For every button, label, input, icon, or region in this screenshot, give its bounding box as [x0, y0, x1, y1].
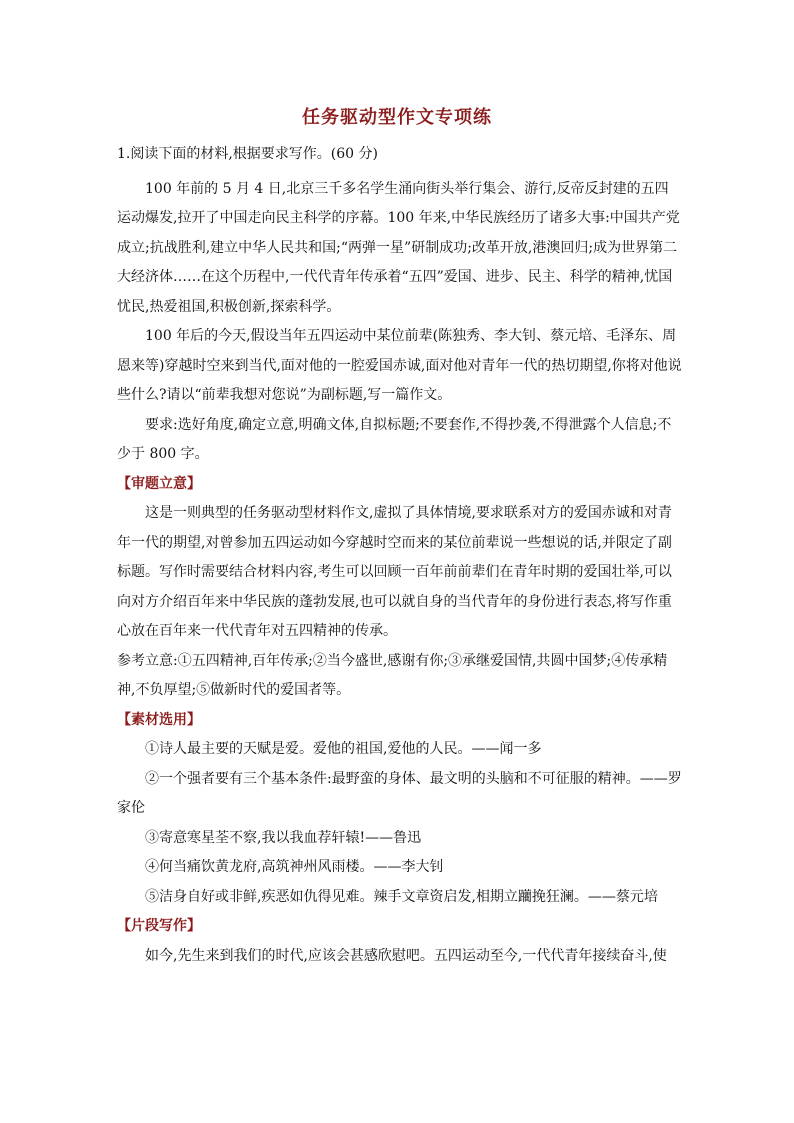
- fragment-heading: 【片段写作】: [117, 918, 201, 934]
- document-body: [117, 140, 682, 971]
- material-paragraph-2: 100 年后的今天,假设当年五四运动中某位前辈(陈独秀、李大钊、蔡元培、毛泽东、周恩来等)穿越时空来到当代,面对他的一腔爱国赤诚,面对他对青年一代的热切期望,你将对他说些什么?请以“前辈我想对您说”为副标题,写一篇作文。: [117, 328, 682, 403]
- analysis-text: 这是一则典型的任务驱动型材料作文,虚拟了具体情境,要求联系对方的爱国赤诚和对青年一代的期望,对曾参加五四运动如今穿越时空而来的某位前辈说一些想说的话,并限定了副标题。写作时需要结合材料内容,考生可以回顾一百年前前辈们在青年时期的爱国壮举,可以向对方介绍百年来中华民族的蓬勃发展,也可以就自身的当代青年的身份进行表态,将写作重心放在百年来一代代青年对五四精神的传承。: [117, 505, 672, 639]
- material-paragraph-1: 100 年前的 5 月 4 日,北京三千多名学生涌向街头举行集会、游行,反帝反封建的五四运动爆发,拉开了中国走向民主科学的序幕。100 年来,中华民族经历了诸多大事:中国共产党成立;抗战胜利,建立中华人民共和国;“两弹一星”研制成功;改革开放,港澳回归;成为世界第二大经济体……在这个历程中,一代代青年传承着“五四”爱国、进步、民主、科学的精神,忧国忧民,热爱祖国,积极创新,探索科学。: [117, 180, 680, 315]
- analysis-heading: 【审题立意】: [117, 475, 201, 492]
- page-title: 任务驱动型作文专项练: [302, 107, 492, 128]
- reference-themes: 参考立意:①五四精神,百年传承;②当今盛世,感谢有你;③承继爱国情,共圆中国梦;④传承精神,不负厚望;⑤做新时代的爱国者等。: [117, 652, 668, 698]
- quote-item: ②一个强者要有三个基本条件:最野蛮的身体、最文明的头脑和不可征服的精神。——罗家伦: [117, 770, 682, 816]
- quote-item: ⑤洁身自好或非鲜,疾恶如仇得见难。辣手文章资启发,相期立躪挽狂澜。——蔡元培: [145, 888, 658, 905]
- question-prompt: 1.阅读下面的材料,根据要求写作。(60 分): [117, 146, 378, 162]
- materials-heading: 【素材选用】: [117, 711, 201, 728]
- quote-item: ③寄意寒星荃不察,我以我血荐轩辕!——鲁迅: [145, 829, 422, 846]
- quote-item: ①诗人最主要的天赋是爱。爱他的祖国,爱他的人民。——闻一多: [145, 741, 542, 757]
- writing-requirement: 要求:选好角度,确定立意,明确文体,自拟标题;不要套作,不得抄袭,不得泄露个人信息;不少于 800 字。: [117, 416, 672, 462]
- fragment-text: 如今,先生来到我们的时代,应该会甚感欣慰吧。五四运动至今,一代代青年接续奋斗,使: [145, 947, 667, 964]
- quote-item: ④何当痛饮黄龙府,高筑神州风雨楼。——李大钊: [145, 859, 444, 875]
